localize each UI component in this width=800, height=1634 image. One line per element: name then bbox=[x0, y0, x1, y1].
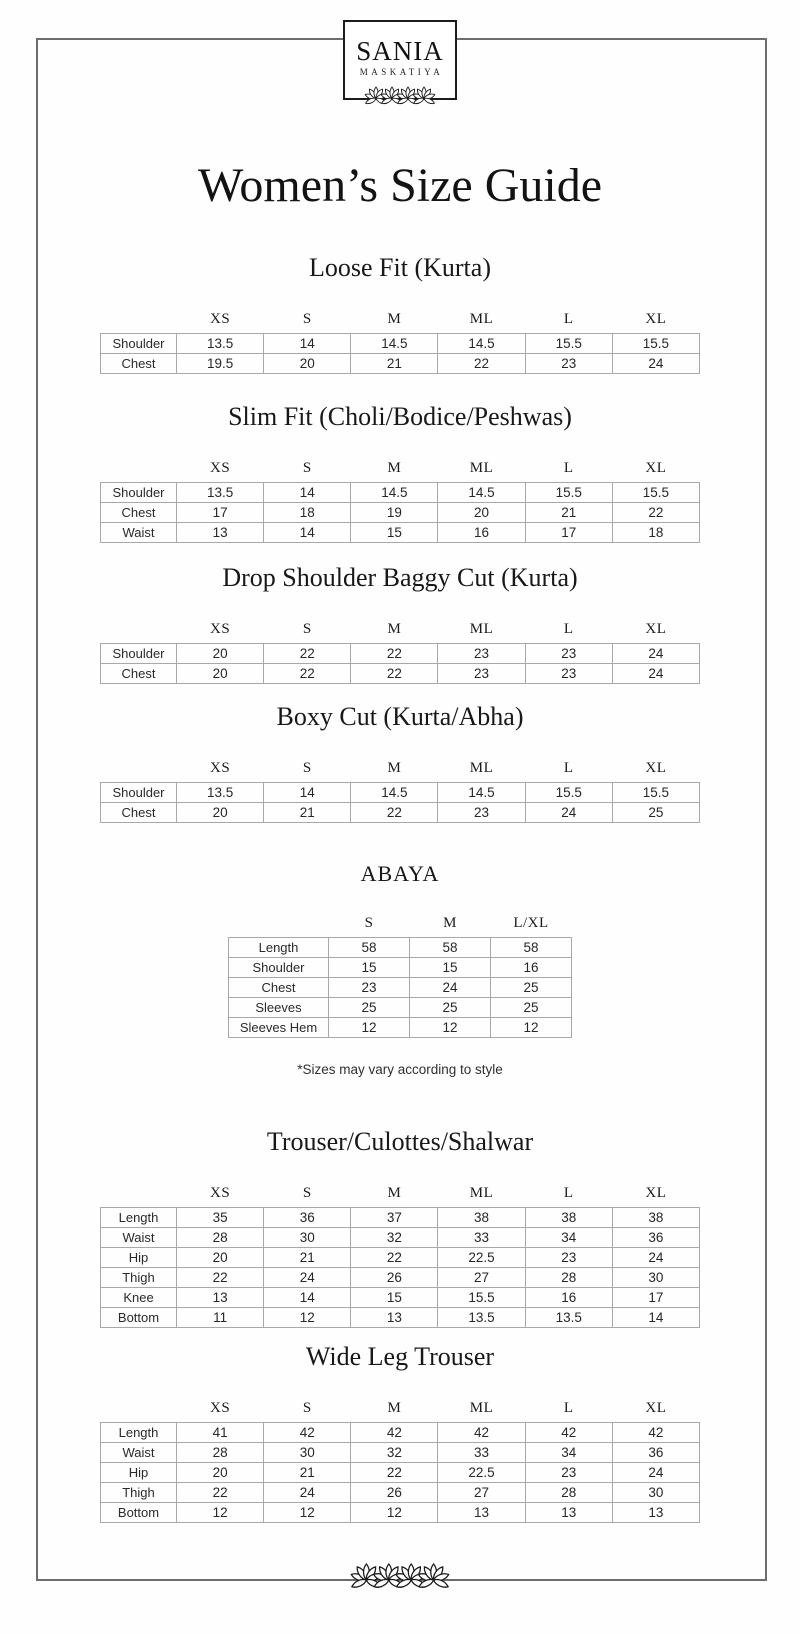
size-value-cell: 25 bbox=[410, 998, 491, 1018]
size-value-cell: 12 bbox=[351, 1503, 438, 1523]
size-value-cell: 16 bbox=[438, 523, 525, 543]
size-column-header: S bbox=[302, 311, 312, 327]
size-value-cell: 32 bbox=[351, 1443, 438, 1463]
size-value-cell: 34 bbox=[525, 1228, 612, 1248]
size-value-cell: 23 bbox=[525, 664, 612, 684]
size-value-cell: 17 bbox=[525, 523, 612, 543]
size-value-cell: 38 bbox=[612, 1208, 699, 1228]
size-value-cell: 13 bbox=[612, 1503, 699, 1523]
size-value-cell: 24 bbox=[264, 1268, 351, 1288]
measurement-label: Shoulder bbox=[101, 483, 177, 503]
size-value-cell: 22 bbox=[264, 644, 351, 664]
size-column-header: M bbox=[387, 760, 402, 776]
section-title: Wide Leg Trouser bbox=[305, 1342, 495, 1371]
size-value-cell: 14 bbox=[264, 334, 351, 354]
brand-name: SANIA bbox=[356, 36, 444, 66]
size-value-cell: 12 bbox=[264, 1503, 351, 1523]
size-column-header: S bbox=[302, 760, 312, 776]
size-value-cell: 22 bbox=[351, 803, 438, 823]
size-value-cell: 28 bbox=[177, 1443, 264, 1463]
size-value-cell: 58 bbox=[410, 938, 491, 958]
size-value-cell: 42 bbox=[438, 1423, 525, 1443]
size-column-header: ML bbox=[469, 460, 494, 476]
size-value-cell: 24 bbox=[525, 803, 612, 823]
size-value-cell: 13 bbox=[351, 1308, 438, 1328]
size-value-cell: 23 bbox=[329, 978, 410, 998]
size-value-cell: 21 bbox=[525, 503, 612, 523]
size-column-header: S bbox=[302, 1400, 312, 1416]
size-value-cell: 15.5 bbox=[525, 783, 612, 803]
laurel-ornament-icon bbox=[360, 85, 440, 112]
size-value-cell: 15.5 bbox=[525, 483, 612, 503]
size-value-cell: 12 bbox=[177, 1503, 264, 1523]
size-value-cell: 20 bbox=[177, 1463, 264, 1483]
size-value-cell: 24 bbox=[264, 1483, 351, 1503]
size-value-cell: 41 bbox=[177, 1423, 264, 1443]
measurement-label: Sleeves bbox=[229, 998, 329, 1018]
measurement-label: Chest bbox=[101, 803, 177, 823]
measurement-label: Shoulder bbox=[101, 334, 177, 354]
brand-subname: MASKATIYA bbox=[359, 67, 444, 77]
size-value-cell: 32 bbox=[351, 1228, 438, 1248]
page-title: Women’s Size Guide bbox=[197, 159, 603, 212]
size-value-cell: 14 bbox=[264, 783, 351, 803]
size-column-header: L bbox=[563, 311, 574, 327]
size-column-header: S bbox=[302, 621, 312, 637]
size-value-cell: 24 bbox=[612, 1248, 699, 1268]
size-value-cell: 15.5 bbox=[612, 483, 699, 503]
size-column-header: XS bbox=[209, 311, 231, 327]
size-value-cell: 23 bbox=[525, 1248, 612, 1268]
size-value-cell: 13.5 bbox=[525, 1308, 612, 1328]
size-value-cell: 15.5 bbox=[612, 783, 699, 803]
size-value-cell: 15 bbox=[410, 958, 491, 978]
size-value-cell: 18 bbox=[264, 503, 351, 523]
size-value-cell: 16 bbox=[525, 1288, 612, 1308]
size-value-cell: 24 bbox=[612, 644, 699, 664]
size-value-cell: 36 bbox=[612, 1443, 699, 1463]
size-value-cell: 22 bbox=[264, 664, 351, 684]
size-value-cell: 12 bbox=[329, 1018, 410, 1038]
size-value-cell: 30 bbox=[264, 1443, 351, 1463]
size-value-cell: 12 bbox=[491, 1018, 572, 1038]
size-value-cell: 15 bbox=[351, 523, 438, 543]
size-value-cell: 25 bbox=[329, 998, 410, 1018]
size-value-cell: 15 bbox=[351, 1288, 438, 1308]
size-value-cell: 30 bbox=[612, 1483, 699, 1503]
size-column-header: ML bbox=[469, 311, 494, 327]
size-value-cell: 13.5 bbox=[177, 483, 264, 503]
size-value-cell: 14 bbox=[264, 483, 351, 503]
size-value-cell: 14 bbox=[264, 1288, 351, 1308]
size-column-header: ML bbox=[469, 1400, 494, 1416]
size-column-header: M bbox=[443, 915, 457, 931]
size-value-cell: 14.5 bbox=[438, 483, 525, 503]
page-footer bbox=[0, 1561, 800, 1599]
size-value-cell: 16 bbox=[491, 958, 572, 978]
size-value-cell: 23 bbox=[525, 354, 612, 374]
size-value-cell: 23 bbox=[438, 644, 525, 664]
size-value-cell: 24 bbox=[410, 978, 491, 998]
size-value-cell: 38 bbox=[438, 1208, 525, 1228]
size-column-header: L bbox=[563, 621, 574, 637]
size-value-cell: 34 bbox=[525, 1443, 612, 1463]
measurement-label: Chest bbox=[229, 978, 329, 998]
measurement-label: Waist bbox=[101, 1443, 177, 1463]
size-value-cell: 36 bbox=[612, 1228, 699, 1248]
measurement-label: Length bbox=[101, 1208, 177, 1228]
measurement-label: Chest bbox=[101, 664, 177, 684]
size-column-header: M bbox=[387, 460, 402, 476]
size-value-cell: 27 bbox=[438, 1483, 525, 1503]
sizes-note: *Sizes may vary according to style bbox=[297, 1062, 503, 1077]
size-value-cell: 28 bbox=[525, 1483, 612, 1503]
size-value-cell: 22 bbox=[351, 1248, 438, 1268]
size-value-cell: 21 bbox=[264, 1248, 351, 1268]
size-value-cell: 18 bbox=[612, 523, 699, 543]
size-value-cell: 21 bbox=[264, 1463, 351, 1483]
size-column-header: XL bbox=[645, 311, 667, 327]
size-column-header: XL bbox=[645, 760, 667, 776]
measurement-label: Hip bbox=[101, 1248, 177, 1268]
size-value-cell: 35 bbox=[177, 1208, 264, 1228]
size-value-cell: 30 bbox=[612, 1268, 699, 1288]
size-value-cell: 11 bbox=[177, 1308, 264, 1328]
size-value-cell: 20 bbox=[438, 503, 525, 523]
size-value-cell: 13 bbox=[438, 1503, 525, 1523]
size-value-cell: 22 bbox=[438, 354, 525, 374]
size-column-header: M bbox=[387, 1185, 402, 1201]
size-value-cell: 30 bbox=[264, 1228, 351, 1248]
size-value-cell: 15.5 bbox=[438, 1288, 525, 1308]
size-value-cell: 33 bbox=[438, 1228, 525, 1248]
brand-logo bbox=[343, 20, 457, 100]
size-value-cell: 28 bbox=[177, 1228, 264, 1248]
size-value-cell: 22 bbox=[351, 1463, 438, 1483]
section-title: Slim Fit (Choli/Bodice/Peshwas) bbox=[228, 402, 572, 431]
size-value-cell: 13 bbox=[177, 523, 264, 543]
size-column-header: XL bbox=[645, 621, 667, 637]
size-value-cell: 28 bbox=[525, 1268, 612, 1288]
size-value-cell: 22 bbox=[612, 503, 699, 523]
size-column-header: XS bbox=[209, 1400, 231, 1416]
size-value-cell: 22.5 bbox=[438, 1463, 525, 1483]
laurel-ornament-icon bbox=[344, 1561, 456, 1599]
size-column-header: ML bbox=[469, 760, 494, 776]
size-column-header: M bbox=[387, 1400, 402, 1416]
size-value-cell: 22.5 bbox=[438, 1248, 525, 1268]
size-column-header: ML bbox=[469, 1185, 494, 1201]
size-value-cell: 23 bbox=[525, 644, 612, 664]
measurement-label: Length bbox=[101, 1423, 177, 1443]
size-column-header: L/XL bbox=[513, 915, 549, 931]
size-column-header: S bbox=[302, 1185, 312, 1201]
size-value-cell: 24 bbox=[612, 1463, 699, 1483]
measurement-label: Hip bbox=[101, 1463, 177, 1483]
size-value-cell: 12 bbox=[410, 1018, 491, 1038]
measurement-label: Shoulder bbox=[101, 644, 177, 664]
measurement-label: Length bbox=[229, 938, 329, 958]
size-value-cell: 22 bbox=[177, 1483, 264, 1503]
page-border-frame bbox=[36, 38, 767, 1581]
size-value-cell: 19.5 bbox=[177, 354, 264, 374]
size-value-cell: 21 bbox=[351, 354, 438, 374]
measurement-label: Bottom bbox=[101, 1308, 177, 1328]
size-value-cell: 26 bbox=[351, 1268, 438, 1288]
size-column-header: XS bbox=[209, 760, 231, 776]
size-value-cell: 14 bbox=[612, 1308, 699, 1328]
size-value-cell: 14.5 bbox=[438, 334, 525, 354]
size-value-cell: 22 bbox=[177, 1268, 264, 1288]
section-title: Loose Fit (Kurta) bbox=[309, 253, 491, 282]
size-value-cell: 24 bbox=[612, 664, 699, 684]
size-value-cell: 25 bbox=[491, 998, 572, 1018]
size-column-header: XS bbox=[209, 621, 231, 637]
size-value-cell: 15.5 bbox=[525, 334, 612, 354]
size-value-cell: 13.5 bbox=[177, 334, 264, 354]
size-value-cell: 42 bbox=[612, 1423, 699, 1443]
size-column-header: XS bbox=[209, 1185, 231, 1201]
size-column-header: L bbox=[563, 1185, 574, 1201]
size-value-cell: 36 bbox=[264, 1208, 351, 1228]
size-value-cell: 17 bbox=[177, 503, 264, 523]
measurement-label: Bottom bbox=[101, 1503, 177, 1523]
size-value-cell: 42 bbox=[264, 1423, 351, 1443]
size-value-cell: 21 bbox=[264, 803, 351, 823]
measurement-label: Waist bbox=[101, 523, 177, 543]
size-value-cell: 58 bbox=[491, 938, 572, 958]
size-value-cell: 13.5 bbox=[438, 1308, 525, 1328]
measurement-label: Thigh bbox=[101, 1268, 177, 1288]
size-value-cell: 58 bbox=[329, 938, 410, 958]
size-column-header: L bbox=[563, 460, 574, 476]
size-value-cell: 38 bbox=[525, 1208, 612, 1228]
size-value-cell: 23 bbox=[525, 1463, 612, 1483]
size-value-cell: 22 bbox=[351, 664, 438, 684]
size-value-cell: 13.5 bbox=[177, 783, 264, 803]
size-value-cell: 14.5 bbox=[351, 783, 438, 803]
size-value-cell: 12 bbox=[264, 1308, 351, 1328]
size-value-cell: 20 bbox=[177, 664, 264, 684]
measurement-label: Chest bbox=[101, 503, 177, 523]
measurement-label: Shoulder bbox=[101, 783, 177, 803]
size-value-cell: 14.5 bbox=[438, 783, 525, 803]
size-value-cell: 37 bbox=[351, 1208, 438, 1228]
measurement-label: Waist bbox=[101, 1228, 177, 1248]
size-column-header: S bbox=[302, 460, 312, 476]
size-column-header: S bbox=[364, 915, 374, 931]
section-title: Boxy Cut (Kurta/Abha) bbox=[276, 702, 524, 731]
size-value-cell: 19 bbox=[351, 503, 438, 523]
size-column-header: XL bbox=[645, 1400, 667, 1416]
size-value-cell: 42 bbox=[351, 1423, 438, 1443]
section-title: Trouser/Culottes/Shalwar bbox=[266, 1127, 534, 1156]
size-value-cell: 24 bbox=[612, 354, 699, 374]
size-value-cell: 20 bbox=[177, 1248, 264, 1268]
size-value-cell: 17 bbox=[612, 1288, 699, 1308]
size-column-header: M bbox=[387, 621, 402, 637]
size-value-cell: 14 bbox=[264, 523, 351, 543]
size-value-cell: 14.5 bbox=[351, 483, 438, 503]
size-value-cell: 25 bbox=[612, 803, 699, 823]
size-column-header: XS bbox=[209, 460, 231, 476]
size-value-cell: 25 bbox=[491, 978, 572, 998]
measurement-label: Knee bbox=[101, 1288, 177, 1308]
size-column-header: XL bbox=[645, 1185, 667, 1201]
size-value-cell: 27 bbox=[438, 1268, 525, 1288]
size-value-cell: 20 bbox=[264, 354, 351, 374]
size-column-header: XL bbox=[645, 460, 667, 476]
size-value-cell: 33 bbox=[438, 1443, 525, 1463]
size-value-cell: 15 bbox=[329, 958, 410, 978]
brand-header bbox=[0, 0, 800, 100]
measurement-label: Thigh bbox=[101, 1483, 177, 1503]
size-value-cell: 23 bbox=[438, 803, 525, 823]
size-value-cell: 15.5 bbox=[612, 334, 699, 354]
size-value-cell: 26 bbox=[351, 1483, 438, 1503]
size-value-cell: 22 bbox=[351, 644, 438, 664]
measurement-label: Sleeves Hem bbox=[229, 1018, 329, 1038]
size-value-cell: 13 bbox=[177, 1288, 264, 1308]
size-value-cell: 14.5 bbox=[351, 334, 438, 354]
measurement-label: Shoulder bbox=[229, 958, 329, 978]
size-column-header: M bbox=[387, 311, 402, 327]
size-value-cell: 42 bbox=[525, 1423, 612, 1443]
section-title: ABAYA bbox=[360, 861, 440, 886]
size-value-cell: 20 bbox=[177, 644, 264, 664]
section-title: Drop Shoulder Baggy Cut (Kurta) bbox=[222, 563, 578, 592]
size-value-cell: 23 bbox=[438, 664, 525, 684]
measurement-label: Chest bbox=[101, 354, 177, 374]
size-value-cell: 13 bbox=[525, 1503, 612, 1523]
size-value-cell: 20 bbox=[177, 803, 264, 823]
size-column-header: L bbox=[563, 1400, 574, 1416]
size-column-header: ML bbox=[469, 621, 494, 637]
size-column-header: L bbox=[563, 760, 574, 776]
